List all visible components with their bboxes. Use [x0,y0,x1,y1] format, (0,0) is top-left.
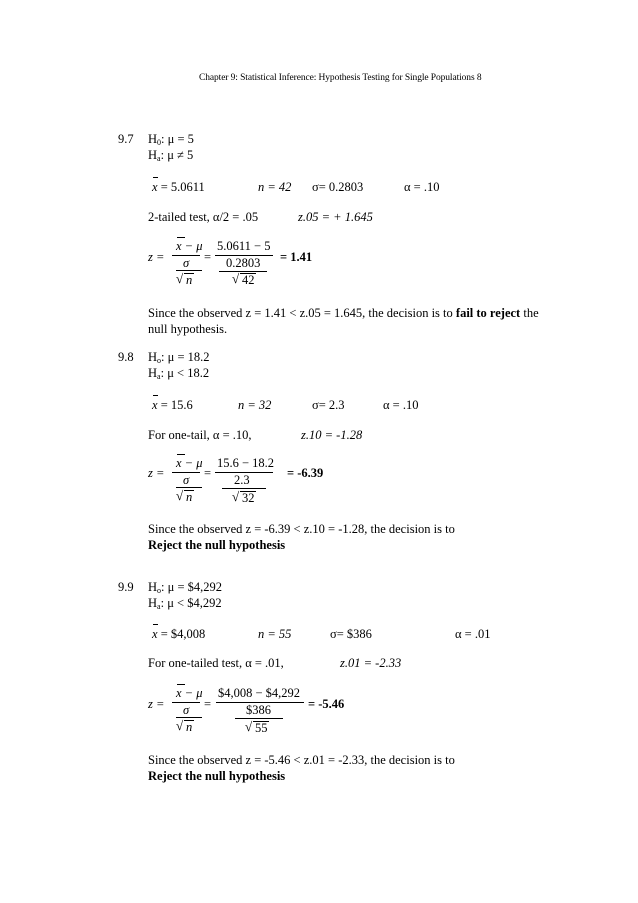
z-result: = 1.41 [280,250,313,264]
z-label: z = [148,697,165,711]
denominator-n: 55 [255,721,268,735]
problem-number-9-8: 9.8 [118,350,134,364]
sample-mean: x = 5.0611 [152,180,205,194]
critical-z: z.10 = -1.28 [301,428,363,442]
numerator-values: 5.0611 − 5 [217,239,271,253]
formula-sigma: σ [183,256,190,270]
test-type: For one-tail, α = .10, [148,428,252,442]
denominator-sigma: 2.3 [234,473,250,487]
sqrt-icon: √ [176,718,184,733]
fraction-bar [176,270,202,271]
test-type: 2-tailed test, α/2 = .05 [148,210,259,224]
conclusion-line-2: Reject the null hypothesis [148,769,286,783]
null-hypothesis: H0: μ = 5 [148,132,194,147]
sqrt-icon: √ [232,271,240,286]
equals-sign: = [204,697,212,711]
problem-number-9-9: 9.9 [118,580,134,594]
denominator-n: 32 [242,491,255,505]
sample-size: n = 55 [258,627,292,641]
sqrt-icon: √ [245,719,253,734]
sample-size: n = 42 [258,180,292,194]
equals-sign: = [204,466,212,480]
alpha-level: α = .01 [455,627,491,641]
null-hypothesis: Ho: μ = $4,292 [148,580,223,595]
alpha-level: α = .10 [383,398,419,412]
denominator-n: 42 [242,273,255,287]
sample-mean: x = 15.6 [152,398,193,412]
alt-hypothesis: Ha: μ < $4,292 [148,596,222,611]
equals-sign: = [204,250,212,264]
fraction-bar [222,488,266,489]
z-label: z = [148,250,165,264]
alpha-level: α = .10 [404,180,440,194]
fraction-bar [235,718,283,719]
sqrt-icon: √ [176,271,184,286]
alt-hypothesis: Ha: μ < 18.2 [148,366,210,381]
formula-n: n [186,273,193,287]
population-sigma: σ= 2.3 [312,398,345,412]
sample-mean: x = $4,008 [152,627,206,641]
critical-z: z.05 = + 1.645 [298,210,373,224]
conclusion-line-2: Reject the null hypothesis [148,538,286,552]
critical-z: z.01 = -2.33 [340,656,402,670]
population-sigma: σ= 0.2803 [312,180,364,194]
sqrt-icon: √ [176,488,184,503]
formula-numerator: x − μ [176,686,203,700]
z-result: = -5.46 [308,697,345,711]
formula-numerator: x − μ [176,456,203,470]
denominator-sigma: $386 [246,703,271,717]
conclusion-line-2: null hypothesis. [148,322,228,336]
formula-numerator: x − μ [176,239,203,253]
formula-n: n [186,720,193,734]
formula-sigma: σ [183,473,190,487]
alt-hypothesis: Ha: μ ≠ 5 [148,148,194,163]
test-type: For one-tailed test, α = .01, [148,656,284,670]
page-header: Chapter 9: Statistical Inference: Hypothesis Testing for Single Populations 8 [199,73,482,83]
formula-sigma: σ [183,703,190,717]
z-result: = -6.39 [287,466,324,480]
null-hypothesis: Ho: μ = 18.2 [148,350,210,365]
z-label: z = [148,466,165,480]
denominator-sigma: 0.2803 [226,256,261,270]
sample-size: n = 32 [238,398,272,412]
numerator-values: 15.6 − 18.2 [217,456,275,470]
problem-number-9-7: 9.7 [118,132,134,146]
numerator-values: $4,008 − $4,292 [218,686,301,700]
conclusion-line-1: Since the observed z = -5.46 < z.01 = -2.33, the decision is to [148,753,455,767]
conclusion-line-1: Since the observed z = 1.41 < z.05 = 1.645, the decision is to fail to reject the [148,306,539,320]
formula-n: n [186,490,193,504]
conclusion-line-1: Since the observed z = -6.39 < z.10 = -1.28, the decision is to [148,522,455,536]
population-sigma: σ= $386 [330,627,372,641]
sqrt-icon: √ [232,489,240,504]
fraction-bar [219,271,267,272]
